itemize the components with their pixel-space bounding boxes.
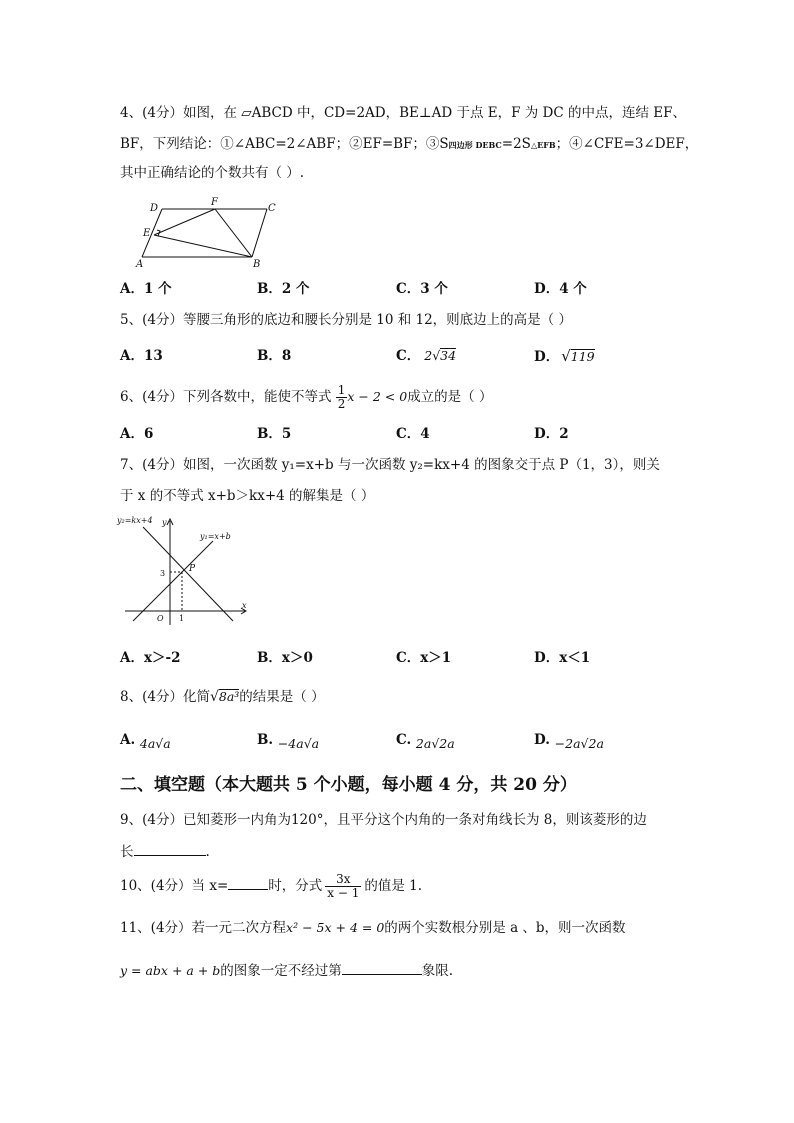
- q6-option-c[interactable]: C．4: [396, 426, 430, 442]
- q11-line1-post: 的两个实数根分别是 a 、b，则一次函数: [384, 920, 626, 936]
- q4-mid: =2S: [501, 136, 531, 152]
- q8-d-val: −2a√2a: [554, 736, 604, 751]
- q10-frac-num: 3x: [325, 873, 361, 887]
- q4-sub2: △EFB: [530, 140, 556, 150]
- q10-mid: 时，分式: [268, 878, 323, 894]
- q5-d-radical-sign: √: [561, 347, 571, 365]
- label-y1: y₁=x+b: [200, 532, 231, 541]
- q4-line1: 4、(4分）如图，在 ▱ABCD 中，CD=2AD，BE⊥AD 于点 E，F 为 DC 的中点，连结 EF、: [120, 105, 686, 121]
- q11-answer-blank[interactable]: [342, 960, 422, 975]
- q8-a-label: A.: [120, 732, 136, 748]
- q8-radical-sign: √: [209, 689, 219, 705]
- q9-line2-post: .: [205, 844, 210, 860]
- q8-option-a[interactable]: [120, 730, 171, 750]
- q6-frac-den: 2: [337, 397, 346, 411]
- q5-c-radical-sign: √: [432, 348, 441, 363]
- q6-option-d[interactable]: D．2: [534, 426, 569, 442]
- q9-line2-pre: 长: [120, 844, 134, 860]
- q6-fraction: [336, 384, 348, 411]
- label-y-axis: y: [162, 518, 167, 527]
- q5-option-a[interactable]: [120, 346, 163, 366]
- q7-option-b[interactable]: B．x＞0: [257, 650, 313, 666]
- q7-line2: 于 x 的不等式 x+b＞kx+4 的解集是（ ）: [120, 488, 375, 504]
- q7-function-graph: [115, 513, 255, 628]
- q5-option-c[interactable]: [396, 346, 456, 366]
- q11-line2-mid: 的图象一定不经过第: [220, 963, 342, 979]
- edge-cb: [252, 209, 267, 257]
- q5-a-val: 13: [143, 348, 163, 364]
- segment-ef: [154, 209, 215, 235]
- q4-sub1: 四边形 DEBC: [448, 140, 502, 150]
- label-d: D: [150, 203, 159, 214]
- q6-option-b[interactable]: B．5: [257, 426, 292, 442]
- q6-frac-num: 1: [337, 383, 346, 397]
- q5-c-coef: 2: [424, 348, 433, 363]
- q4-option-b[interactable]: B．2 个: [257, 281, 310, 297]
- q5-option-d[interactable]: [534, 346, 595, 367]
- q4-end: ；④∠CFE=3∠DEF，: [555, 136, 699, 152]
- q8-c-label: C.: [396, 732, 412, 748]
- q8-post: 的结果是（ ）: [239, 689, 325, 705]
- label-x-axis: x: [242, 601, 247, 610]
- q10-answer-blank[interactable]: [228, 875, 268, 890]
- q4-line3: 其中正确结论的个数共有（ ）.: [120, 165, 305, 181]
- label-one: 1: [179, 614, 185, 623]
- q5-d-radicand: 119: [570, 349, 595, 364]
- q9-line1: 9、(4分）已知菱形一内角为120°，且平分这个内角的一条对角线长为 8，则该菱形的边: [120, 812, 647, 828]
- label-a: A: [136, 259, 144, 270]
- q4-line2-text: BF，下列结论：①∠ABC=2∠ABF；②EF=BF；③S: [120, 136, 449, 152]
- label-b: B: [253, 259, 261, 270]
- q8-radicand: 8a³: [218, 689, 240, 704]
- q9-line2: [120, 841, 210, 862]
- q10-frac-den: x − 1: [327, 886, 360, 900]
- q8-c-val: 2a√2a: [415, 736, 455, 751]
- q6-stem: [120, 381, 492, 413]
- q5-c-radicand: 34: [440, 348, 457, 363]
- q5-a-label: A．: [120, 348, 144, 364]
- q6-expr: x − 2 < 0: [347, 389, 408, 404]
- q10-fraction: [325, 873, 361, 900]
- q5-stem: 5、(4分）等腰三角形的底边和腰长分别是 10 和 12，则底边上的高是（ ）: [120, 312, 572, 328]
- q6-post: 成立的是（ ）: [407, 389, 493, 405]
- q5-b-label: B．: [257, 348, 282, 364]
- q7-line1: 7、(4分）如图，一次函数 y₁=x+b 与一次函数 y₂=kx+4 的图象交于点 P（1，3），则关: [120, 457, 660, 473]
- q11-line2: [120, 960, 453, 981]
- q8-stem: [120, 687, 325, 707]
- q8-b-val: −4a√a: [277, 736, 320, 751]
- label-p: P: [189, 564, 196, 574]
- q4-line2: [120, 134, 698, 155]
- q11-line1: [120, 918, 626, 938]
- q11-line1-pre: 11、(4分）若一元二次方程: [120, 920, 287, 936]
- q5-b-val: 8: [281, 348, 292, 364]
- q7-option-d[interactable]: D．x＜1: [534, 650, 591, 666]
- q7-option-c[interactable]: C．x＞1: [396, 650, 452, 666]
- q11-line2-post: 象限.: [421, 963, 454, 979]
- q5-c-label: C．: [396, 348, 421, 364]
- q11-function: y = abx + a + b: [120, 963, 221, 978]
- section-heading: 二、填空题（本大题共 5 个小题，每小题 4 分，共 20 分）: [120, 775, 577, 795]
- q4-option-c[interactable]: C．3 个: [396, 281, 448, 297]
- label-y2: y₂=kx+4: [117, 516, 153, 525]
- q8-d-label: D.: [534, 732, 550, 748]
- q4-parallelogram-figure: [132, 195, 282, 270]
- q10-post: 的值是 1.: [364, 878, 423, 894]
- q9-answer-blank[interactable]: [134, 841, 206, 856]
- line-y2: [143, 527, 233, 621]
- q11-equation: x² − 5x + 4 = 0: [286, 920, 385, 935]
- q8-a-val: 4a√a: [139, 736, 171, 751]
- q8-option-d[interactable]: [534, 730, 604, 750]
- q4-option-a[interactable]: A．1 个: [120, 281, 172, 297]
- q8-b-label: B.: [257, 732, 274, 748]
- q5-d-label: D．: [534, 349, 560, 365]
- q8-option-c[interactable]: [396, 730, 455, 750]
- label-c: C: [268, 203, 276, 214]
- label-f: F: [211, 197, 218, 208]
- q5-option-b[interactable]: [257, 346, 291, 366]
- q4-option-d[interactable]: D．4 个: [534, 281, 587, 297]
- line-y1: [133, 541, 213, 621]
- q8-pre: 8、(4分）化简: [120, 689, 210, 705]
- q8-option-b[interactable]: [257, 730, 319, 750]
- q10-pre: 10、(4分）当 x=: [120, 878, 229, 894]
- q6-pre: 6、(4分）下列各数中，能使不等式: [120, 389, 332, 405]
- label-e: E: [143, 228, 151, 239]
- q7-option-a[interactable]: A．x＞-2: [120, 650, 181, 666]
- label-three: 3: [160, 569, 166, 578]
- q6-option-a[interactable]: A．6: [120, 426, 154, 442]
- label-origin: O: [157, 614, 164, 623]
- q10-stem: [120, 868, 422, 904]
